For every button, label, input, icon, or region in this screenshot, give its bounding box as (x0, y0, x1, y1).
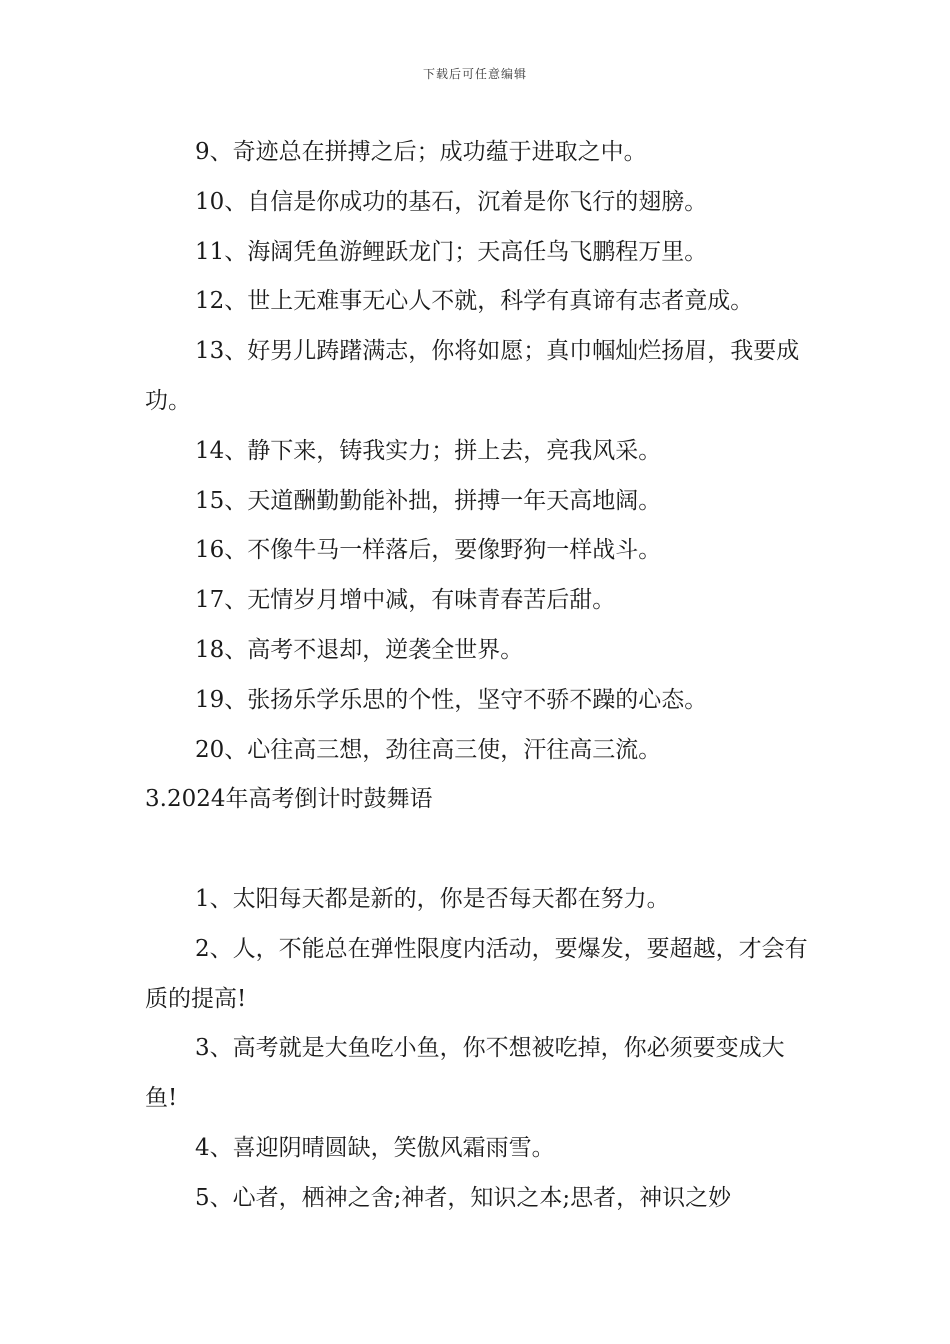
list-item: 20、心往高三想，劲往高三使，汗往高三流。 (195, 736, 662, 763)
list-item: 1、太阳每天都是新的，你是否每天都在努力。 (195, 885, 670, 912)
list-item: 5、心者，栖神之舍;神者，知识之本;思者，神识之妙 (195, 1184, 732, 1211)
list-item: 9、奇迹总在拼搏之后；成功蕴于进取之中。 (195, 139, 647, 165)
page-header: 下载后可任意编辑 (422, 67, 527, 81)
list-item: 11、海阔凭鱼游鲤跃龙门；天高任鸟飞鹏程万里。 (195, 238, 708, 265)
list-item: 19、张扬乐学乐思的个性，坚守不骄不躁的心态。 (195, 686, 708, 713)
section-heading: 3.2024年高考倒计时鼓舞语 (145, 786, 433, 813)
list-item: 16、不像牛马一样落后，要像野狗一样战斗。 (195, 537, 662, 564)
list-item: 17、无情岁月增中减，有味青春苦后甜。 (195, 587, 616, 614)
list-item: 4、喜迎阴晴圆缺，笑傲风霜雨雪。 (195, 1134, 555, 1161)
list-item: 14、静下来，铸我实力；拼上去，亮我风采。 (195, 437, 662, 464)
list-item: 18、高考不退却，逆袭全世界。 (195, 636, 524, 663)
list-item: 13、好男儿踌躇满志，你将如愿；真巾帼灿烂扬眉，我要成功。 (145, 338, 800, 414)
list-item: 15、天道酬勤勤能补拙，拼搏一年天高地阔。 (195, 487, 662, 514)
list-item: 10、自信是你成功的基石，沉着是你飞行的翅膀。 (195, 188, 708, 215)
list-item: 12、世上无难事无心人不就，科学有真谛有志者竟成。 (195, 288, 754, 315)
list-item: 2、人，不能总在弹性限度内活动，要爆发，要超越，才会有质的提高! (145, 935, 808, 1012)
document-body (145, 128, 810, 1224)
list-item: 3、高考就是大鱼吃小鱼，你不想被吃掉，你必须要变成大鱼! (145, 1035, 785, 1112)
